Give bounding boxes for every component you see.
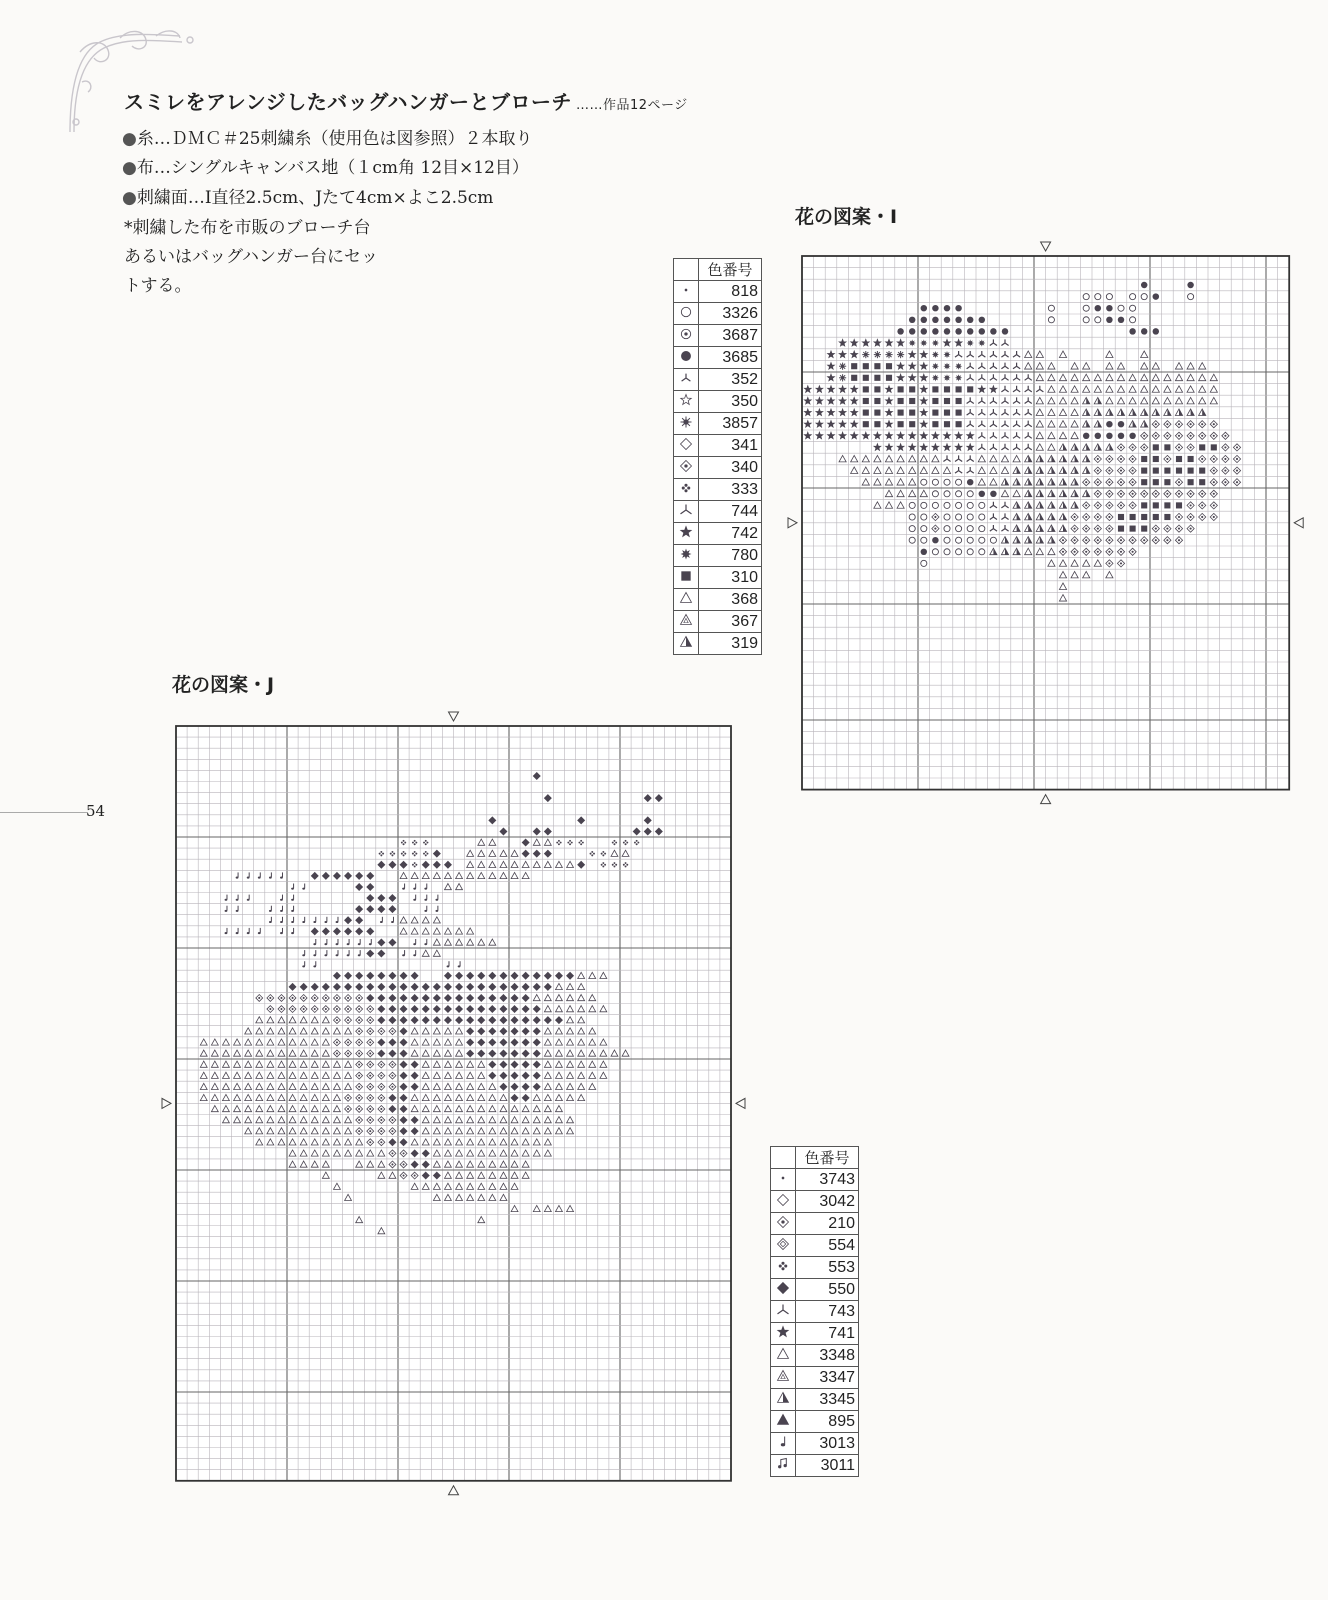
color-code: 744 bbox=[699, 501, 762, 523]
four-dots-icon bbox=[674, 479, 699, 501]
stitch-burst bbox=[909, 339, 916, 346]
legend-row bbox=[771, 1235, 859, 1257]
stitch-filled-circle bbox=[932, 537, 938, 543]
pattern-i-title: 花の図案・I bbox=[795, 206, 898, 228]
stitch-burst bbox=[943, 374, 950, 381]
legend-row bbox=[674, 281, 762, 303]
stitch-square bbox=[1153, 479, 1159, 485]
stitch-burst bbox=[920, 339, 927, 346]
pattern-j-title: 花の図案・J bbox=[172, 674, 275, 696]
color-code: 553 bbox=[796, 1257, 859, 1279]
stitch-square bbox=[886, 375, 892, 381]
stitch-square bbox=[1176, 468, 1182, 474]
stitch-square bbox=[1153, 468, 1159, 474]
stitch-filled-circle bbox=[1118, 421, 1124, 427]
stitch-square bbox=[874, 398, 880, 404]
stitch-burst bbox=[943, 351, 950, 358]
stitch-filled-circle bbox=[1118, 317, 1124, 323]
center-marker-bottom bbox=[1041, 795, 1051, 804]
page-number: 54 bbox=[86, 802, 106, 820]
stitch-burst bbox=[932, 339, 939, 346]
stitch-square bbox=[1164, 514, 1170, 520]
stitch-burst bbox=[932, 351, 939, 358]
stitch-filled-circle bbox=[897, 328, 903, 334]
stitch-square bbox=[863, 398, 869, 404]
stitch-square bbox=[863, 375, 869, 381]
stitch-square bbox=[944, 398, 950, 404]
stitch-filled-circle bbox=[921, 549, 927, 555]
legend-row bbox=[674, 611, 762, 633]
star-outline-icon bbox=[674, 391, 699, 413]
triangle-icon bbox=[674, 589, 699, 611]
legend-row bbox=[674, 545, 762, 567]
color-code: 554 bbox=[796, 1235, 859, 1257]
stitch-square bbox=[1130, 526, 1136, 532]
stitch-square bbox=[932, 421, 938, 427]
stitch-filled-circle bbox=[1118, 433, 1124, 439]
stitch-square bbox=[851, 363, 857, 369]
stitch-sun bbox=[885, 351, 892, 358]
dot-icon bbox=[771, 1169, 796, 1191]
color-code: 550 bbox=[796, 1279, 859, 1301]
page-title bbox=[124, 86, 688, 115]
stitch-square bbox=[1130, 514, 1136, 520]
stitch-square bbox=[956, 410, 962, 416]
four-dots-icon bbox=[771, 1257, 796, 1279]
color-code: 741 bbox=[796, 1323, 859, 1345]
stitch-square bbox=[1141, 468, 1147, 474]
stitch-filled-circle bbox=[1083, 433, 1089, 439]
stitch-filled-circle bbox=[1129, 433, 1135, 439]
spec-text: 布…シングルキャンバス地（１cm角 12目×12目） bbox=[136, 158, 529, 178]
stitch-filled-circle bbox=[1002, 328, 1008, 334]
stitch-sun bbox=[839, 374, 846, 381]
color-code: 3345 bbox=[796, 1389, 859, 1411]
color-code: 350 bbox=[699, 391, 762, 413]
stitch-burst bbox=[978, 339, 985, 346]
sun-icon bbox=[674, 413, 699, 435]
legend-row bbox=[674, 413, 762, 435]
stitch-square bbox=[1118, 514, 1124, 520]
stitch-square bbox=[1141, 479, 1147, 485]
legend-header: 色番号 bbox=[699, 259, 762, 281]
stitch-square bbox=[944, 386, 950, 392]
diamond-icon bbox=[674, 435, 699, 457]
color-code: 340 bbox=[699, 457, 762, 479]
spec-fabric bbox=[122, 153, 529, 178]
bullet-icon: ● bbox=[122, 129, 137, 149]
legend-row bbox=[771, 1411, 859, 1433]
legend-row bbox=[771, 1345, 859, 1367]
stitch-square bbox=[898, 421, 904, 427]
stitch-filled-circle bbox=[1095, 305, 1101, 311]
legend-row bbox=[674, 303, 762, 325]
legend-row bbox=[771, 1257, 859, 1279]
stitch-square bbox=[956, 386, 962, 392]
circle-dot-icon bbox=[674, 325, 699, 347]
spec-text: 糸…ＤＭＣ＃25刺繍糸（使用色は図参照）２本取り bbox=[136, 129, 533, 149]
stitch-square bbox=[1199, 444, 1205, 450]
stitch-filled-circle bbox=[1106, 433, 1112, 439]
color-code: 780 bbox=[699, 545, 762, 567]
stitch-square bbox=[932, 398, 938, 404]
stitch-filled-circle bbox=[955, 328, 961, 334]
stitch-square bbox=[1164, 502, 1170, 508]
stitch-square bbox=[874, 375, 880, 381]
color-code: 3685 bbox=[699, 347, 762, 369]
stitch-square bbox=[1188, 456, 1194, 462]
stitch-square bbox=[1141, 514, 1147, 520]
star-icon bbox=[674, 523, 699, 545]
page-number-rule bbox=[0, 812, 88, 813]
legend-row bbox=[771, 1169, 859, 1191]
triangle-inner-icon bbox=[674, 611, 699, 633]
stitch-square bbox=[932, 410, 938, 416]
color-code: 3687 bbox=[699, 325, 762, 347]
stitch-square bbox=[909, 386, 915, 392]
legend-row bbox=[674, 567, 762, 589]
color-code: 319 bbox=[699, 633, 762, 655]
title-text: スミレをアレンジしたバッグハンガーとブローチ bbox=[124, 90, 572, 114]
dot-icon bbox=[674, 281, 699, 303]
legend-header: 色番号 bbox=[796, 1147, 859, 1169]
stitch-filled-circle bbox=[932, 317, 938, 323]
diamond-double-icon bbox=[771, 1235, 796, 1257]
stitch-square bbox=[863, 363, 869, 369]
stitch-square bbox=[909, 410, 915, 416]
stitch-square bbox=[874, 363, 880, 369]
legend-row bbox=[771, 1301, 859, 1323]
stitch-burst bbox=[967, 339, 974, 346]
center-marker-left bbox=[162, 1098, 171, 1108]
triangle-half-icon bbox=[771, 1389, 796, 1411]
stitch-square bbox=[1141, 526, 1147, 532]
stitch-filled-circle bbox=[944, 328, 950, 334]
color-code: 3013 bbox=[796, 1433, 859, 1455]
stitch-square bbox=[1188, 468, 1194, 474]
stitch-square bbox=[1153, 444, 1159, 450]
color-code: 352 bbox=[699, 369, 762, 391]
square-icon bbox=[674, 567, 699, 589]
diamond-icon bbox=[771, 1191, 796, 1213]
diamond-dot-icon bbox=[771, 1213, 796, 1235]
note-icon bbox=[771, 1433, 796, 1455]
legend-row bbox=[771, 1433, 859, 1455]
spec-size bbox=[122, 183, 493, 208]
stitch-square bbox=[898, 386, 904, 392]
note-line: あるいはバッグハンガー台にセッ bbox=[124, 247, 378, 267]
stitch-filled-circle bbox=[921, 317, 927, 323]
filled-circle-icon bbox=[674, 347, 699, 369]
diamond-dot-icon bbox=[674, 457, 699, 479]
stitch-filled-circle bbox=[955, 317, 961, 323]
stitch-filled-circle bbox=[1095, 433, 1101, 439]
legend-row bbox=[674, 633, 762, 655]
triangle-inner-icon bbox=[771, 1367, 796, 1389]
stitch-burst bbox=[955, 363, 962, 370]
stitch-square bbox=[1188, 479, 1194, 485]
stitch-square bbox=[1164, 468, 1170, 474]
stitch-square bbox=[1141, 456, 1147, 462]
stitch-square bbox=[1211, 444, 1217, 450]
pattern-i-legend bbox=[673, 258, 762, 655]
stitch-square bbox=[909, 398, 915, 404]
stitch-square bbox=[956, 398, 962, 404]
stitch-filled-circle bbox=[932, 328, 938, 334]
stitch-sun bbox=[897, 351, 904, 358]
tri-fork-icon bbox=[674, 501, 699, 523]
triangle-icon bbox=[771, 1345, 796, 1367]
stitch-square bbox=[898, 398, 904, 404]
legend-row bbox=[674, 523, 762, 545]
stitch-burst bbox=[932, 363, 939, 370]
legend-row bbox=[771, 1455, 859, 1477]
stitch-filled-circle bbox=[921, 305, 927, 311]
center-marker-top bbox=[449, 712, 459, 721]
triangle-half-icon bbox=[674, 633, 699, 655]
stitch-square bbox=[874, 421, 880, 427]
color-code: 368 bbox=[699, 589, 762, 611]
stitch-filled-circle bbox=[979, 491, 985, 497]
legend-row bbox=[771, 1367, 859, 1389]
stitch-square bbox=[1153, 456, 1159, 462]
color-code: 3326 bbox=[699, 303, 762, 325]
color-code: 210 bbox=[796, 1213, 859, 1235]
center-marker-left bbox=[788, 518, 797, 528]
stitch-burst bbox=[955, 374, 962, 381]
center-marker-bottom bbox=[449, 1486, 459, 1495]
stitch-sun bbox=[862, 351, 869, 358]
stitch-square bbox=[898, 410, 904, 416]
filled-triangle-icon bbox=[771, 1411, 796, 1433]
legend-row bbox=[771, 1389, 859, 1411]
stitch-square bbox=[874, 410, 880, 416]
circle-icon bbox=[674, 303, 699, 325]
stitch-square bbox=[863, 386, 869, 392]
legend-row bbox=[771, 1191, 859, 1213]
center-marker-right bbox=[1294, 518, 1303, 528]
legend-symbol-header bbox=[771, 1147, 796, 1169]
tri-fork-icon bbox=[771, 1301, 796, 1323]
color-code: 818 bbox=[699, 281, 762, 303]
stitch-filled-circle bbox=[979, 317, 985, 323]
stitch-sun bbox=[839, 363, 846, 370]
stitch-square bbox=[851, 375, 857, 381]
legend-row bbox=[674, 325, 762, 347]
stitch-filled-circle bbox=[944, 317, 950, 323]
stitch-filled-circle bbox=[979, 328, 985, 334]
note-line: トする。 bbox=[124, 276, 192, 296]
color-code: 742 bbox=[699, 523, 762, 545]
center-marker-top bbox=[1041, 242, 1051, 251]
stitch-square bbox=[909, 421, 915, 427]
stitch-filled-circle bbox=[944, 305, 950, 311]
stitch-square bbox=[1164, 444, 1170, 450]
stitch-filled-circle bbox=[955, 305, 961, 311]
stitch-square bbox=[1176, 502, 1182, 508]
stitch-square bbox=[886, 363, 892, 369]
stitch-filled-circle bbox=[1129, 328, 1135, 334]
color-code: 333 bbox=[699, 479, 762, 501]
stitch-filled-circle bbox=[1106, 317, 1112, 323]
note bbox=[124, 214, 378, 301]
legend-symbol-header bbox=[674, 259, 699, 281]
stitch-filled-circle bbox=[967, 317, 973, 323]
legend-row bbox=[674, 369, 762, 391]
stitch-filled-circle bbox=[932, 305, 938, 311]
legend-row bbox=[674, 457, 762, 479]
stitch-square bbox=[956, 421, 962, 427]
color-code: 310 bbox=[699, 567, 762, 589]
color-code: 3011 bbox=[796, 1455, 859, 1477]
color-code: 743 bbox=[796, 1301, 859, 1323]
stitch-square bbox=[1153, 502, 1159, 508]
color-code: 341 bbox=[699, 435, 762, 457]
pattern-j-legend bbox=[770, 1146, 859, 1477]
stitch-filled-circle bbox=[1153, 293, 1159, 299]
bullet-icon: ● bbox=[122, 158, 137, 178]
filled-diamond-icon bbox=[771, 1279, 796, 1301]
stitch-square bbox=[1199, 479, 1205, 485]
stitch-square bbox=[1141, 502, 1147, 508]
stitch-filled-circle bbox=[1187, 282, 1193, 288]
legend-row bbox=[674, 501, 762, 523]
stitch-filled-circle bbox=[1141, 328, 1147, 334]
color-code: 3347 bbox=[796, 1367, 859, 1389]
color-code: 3348 bbox=[796, 1345, 859, 1367]
spec-text: 刺繍面…I直径2.5cm、Jたて4cm×よこ2.5cm bbox=[136, 188, 494, 208]
stitch-filled-circle bbox=[990, 491, 996, 497]
stitch-square bbox=[863, 421, 869, 427]
title-reference: ……作品12ページ bbox=[576, 98, 688, 113]
stitch-square bbox=[967, 386, 973, 392]
legend-row bbox=[771, 1279, 859, 1301]
color-code: 3857 bbox=[699, 413, 762, 435]
stitch-filled-circle bbox=[967, 328, 973, 334]
stitch-filled-circle bbox=[909, 317, 915, 323]
pattern-i-chart bbox=[780, 244, 1311, 802]
stitch-burst bbox=[932, 374, 939, 381]
pattern-j-chart bbox=[156, 708, 751, 1499]
note-line: *刺繍した布を市販のブローチ台 bbox=[124, 218, 371, 238]
bullet-icon: ● bbox=[122, 188, 137, 208]
stitch-filled-circle bbox=[909, 328, 915, 334]
center-marker-right bbox=[736, 1098, 745, 1108]
spec-thread bbox=[122, 124, 532, 149]
legend-row bbox=[674, 347, 762, 369]
stitch-filled-circle bbox=[1106, 421, 1112, 427]
legend-row bbox=[674, 391, 762, 413]
stitch-square bbox=[1199, 468, 1205, 474]
legend-row bbox=[674, 435, 762, 457]
stitch-burst bbox=[943, 363, 950, 370]
stitch-filled-circle bbox=[967, 479, 973, 485]
legend-row bbox=[674, 479, 762, 501]
color-code: 3743 bbox=[796, 1169, 859, 1191]
stitch-filled-circle bbox=[1141, 282, 1147, 288]
stitch-square bbox=[1118, 526, 1124, 532]
stitch-square bbox=[863, 410, 869, 416]
legend-row bbox=[674, 589, 762, 611]
stitch-square bbox=[1153, 514, 1159, 520]
stitch-filled-circle bbox=[921, 328, 927, 334]
stitch-square bbox=[1164, 479, 1170, 485]
stitch-filled-circle bbox=[1106, 305, 1112, 311]
stitch-square bbox=[874, 386, 880, 392]
stitch-square bbox=[932, 386, 938, 392]
double-note-icon bbox=[771, 1455, 796, 1477]
legend-row bbox=[771, 1323, 859, 1345]
star-icon bbox=[771, 1323, 796, 1345]
tri-fork-small-icon bbox=[674, 369, 699, 391]
stitch-square bbox=[1176, 456, 1182, 462]
stitch-square bbox=[944, 421, 950, 427]
stitch-sun bbox=[874, 351, 881, 358]
color-code: 3042 bbox=[796, 1191, 859, 1213]
color-code: 895 bbox=[796, 1411, 859, 1433]
stitch-filled-circle bbox=[990, 328, 996, 334]
legend-row bbox=[771, 1213, 859, 1235]
burst-icon bbox=[674, 545, 699, 567]
stitch-filled-circle bbox=[1153, 328, 1159, 334]
stitch-square bbox=[944, 410, 950, 416]
color-code: 367 bbox=[699, 611, 762, 633]
